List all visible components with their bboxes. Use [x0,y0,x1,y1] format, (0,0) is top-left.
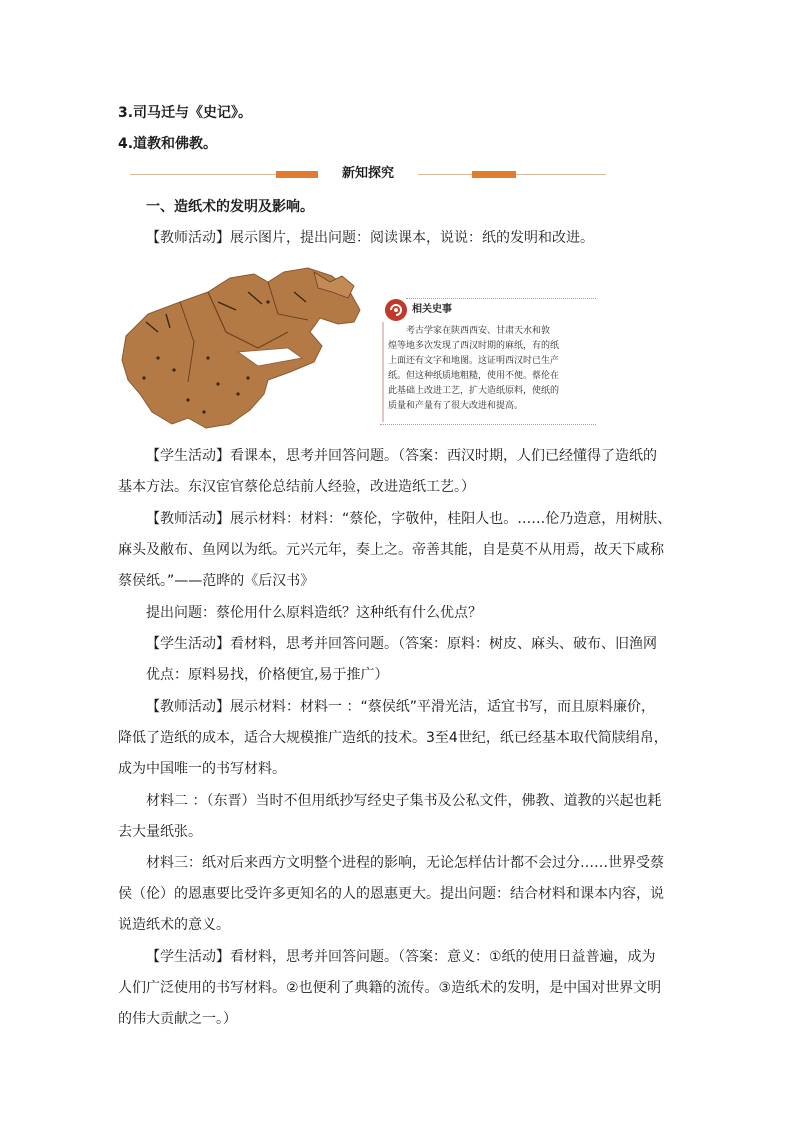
section-title: 新知探究 [318,164,418,184]
sidebar-top-dotted-line [406,298,596,299]
sidebar-line: 此基础上改进工艺，扩大造纸原料，使纸的 [388,386,560,396]
teacher-activity-3-line2: 降低了造纸的成本，适合大规模推广造纸的技术。3至4世纪，纸已经基本取代简牍绢帛， [118,730,668,746]
section-header-bar [130,164,606,184]
section-accent-block-left [276,171,320,178]
sidebar-line: 质量和产量有了很大改进和提高。 [388,401,524,411]
section-heading-papermaking: 一、造纸术的发明及影响。 [146,199,314,215]
sidebar-left-rule [382,322,384,422]
material-3-line3: 说造纸术的意义。 [118,917,230,933]
sidebar-line: 考古学家在陕西西安、甘肃天水和敦 [406,326,551,336]
ancient-paper-fragment-image [118,262,380,432]
list-item-daoism-buddhism: 4.道教和佛教。 [118,136,218,152]
teacher-activity-2-line3: 蔡侯纸。”——范晔的《后汉书》 [118,573,315,589]
material-3-line1: 材料三：纸对后来西方文明整个进程的影响，无论怎样估计都不会过分……世界受蔡 [146,855,664,871]
sidebar-heading: 相关史事 [412,304,452,315]
student-activity-2-line1: 【学生活动】看材料，思考并回答问题。（答案：原料：树皮、麻头、破布、旧渔网 [146,636,657,652]
student-activity-3-line3: 的伟大贡献之一。） [118,1011,237,1027]
history-swirl-icon [384,298,408,322]
teacher-activity-1: 【教师活动】展示图片，提出问题：阅读课本，说说：纸的发明和改进。 [146,230,594,246]
sidebar-bottom-dotted-line [380,424,596,425]
teacher-activity-3-line1: 【教师活动】展示材料：材料一 ：“蔡侯纸”平滑光洁，适宜书写，而且原料廉价， [146,699,655,715]
related-history-sidebar [380,296,596,426]
student-activity-3-line2: 人们广泛使用的书写材料。②也便利了典籍的流传。③造纸术的发明，是中国对世界文明 [118,980,662,996]
sidebar-line: 煌等地多次发现了西汉时期的麻纸，有的纸 [388,341,560,351]
question-1: 提出问题：蔡伦用什么原料造纸？这种纸有什么优点？ [146,605,482,621]
material-2-line1: 材料二 ：（东晋）当时不但用纸抄写经史子集书及公私文件，佛教、道教的兴起也耗 [146,793,662,809]
teacher-activity-3-line3: 成为中国唯一的书写材料。 [118,761,286,777]
sidebar-body [388,324,594,414]
list-item-sima-qian: 3.司马迁与《史记》。 [118,105,253,121]
material-3-line2: 侯（伦）的恩惠要比受许多更知名的人的恩惠更大。提出问题：结合材料和课本内容，说 [118,886,664,902]
section-accent-block-right [472,171,516,178]
student-activity-1-line2: 基本方法。东汉宦官蔡伦总结前人经验，改进造纸工艺。） [118,479,475,495]
sidebar-line: 上面还有文字和地图。这证明西汉时已生产 [388,356,560,366]
student-activity-1-line1: 【学生活动】看课本，思考并回答问题。（答案：西汉时期，人们已经懂得了造纸的 [146,448,657,464]
teacher-activity-2-line2: 麻头及敝布、鱼网以为纸。元兴元年，奏上之。帝善其能，自是莫不从用焉，故天下咸称 [118,542,664,558]
textbook-figure [118,262,598,432]
teacher-activity-2-line1: 【教师活动】展示材料：材料：“蔡伦，字敬仲，桂阳人也。……伦乃造意，用树肤、 [146,511,672,527]
student-activity-3-line1: 【学生活动】看材料，思考并回答问题。（答案：意义：①纸的使用日益普遍，成为 [146,949,656,965]
material-2-line2: 去大量纸张。 [118,824,202,840]
student-activity-2-line2: 优点：原料易找，价格便宜,易于推广） [146,667,389,683]
sidebar-line: 纸。但这种纸质地粗糙，使用不便。蔡伦在 [388,371,560,381]
